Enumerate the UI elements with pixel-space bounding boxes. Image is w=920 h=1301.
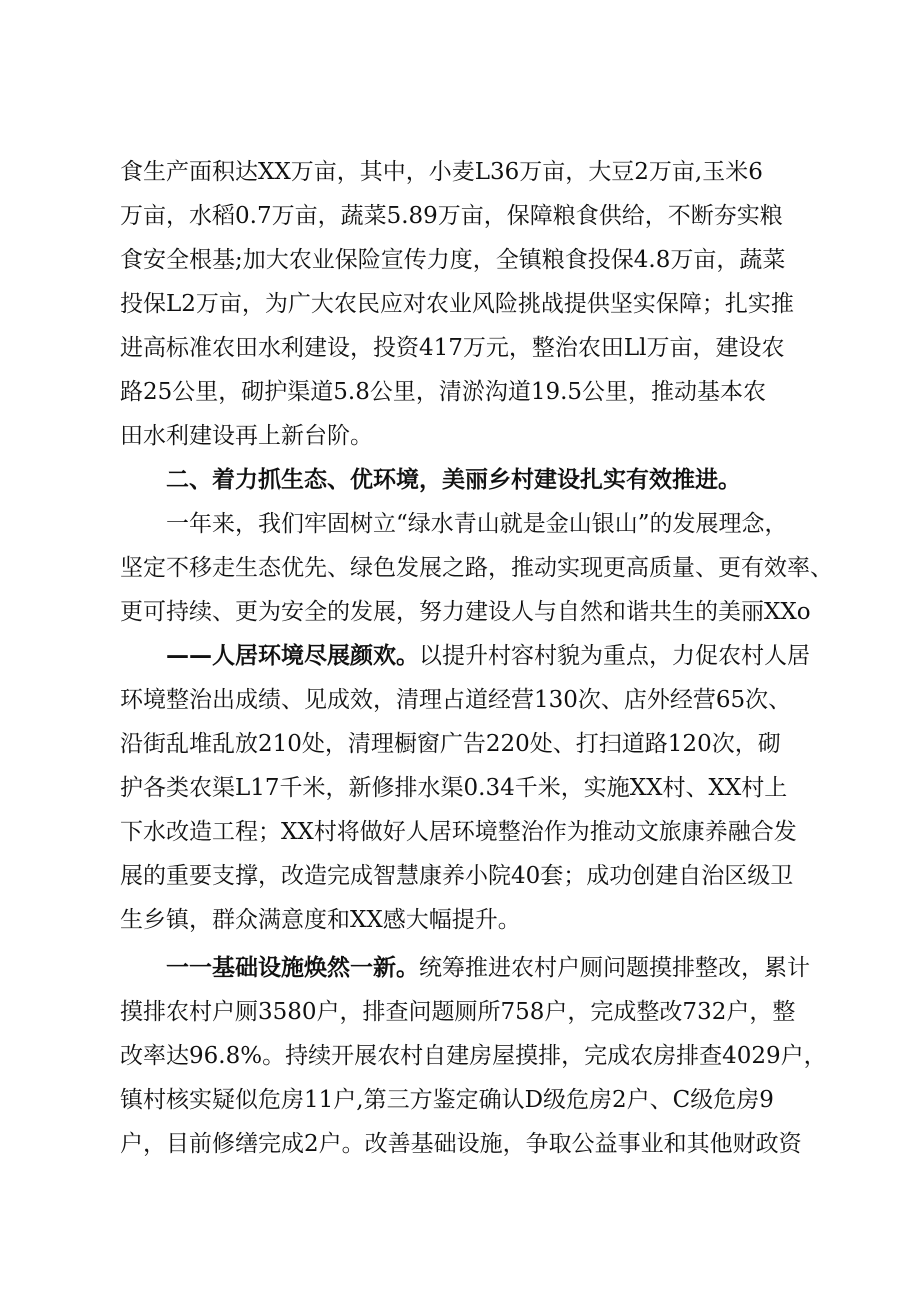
paragraph-4-line-4: 镇村核实疑似危房11户,第三方鉴定确认D级危房2户、C级危房9 — [120, 1087, 774, 1113]
paragraph-1-line-3: 食安全根基;加大农业保险宣传力度，全镇粮食投保4.8万亩，蔬菜 — [120, 247, 786, 273]
paragraph-3-line-1 — [166, 636, 820, 676]
paragraph-1-line-4: 投保L2万亩，为广大农民应对农业风险挑战提供坚实保障；扎实推 — [120, 291, 794, 317]
paragraph-3-line-1-rest: 以提升村容村貌为重点，力促农村人居 — [419, 643, 810, 669]
paragraph-2-line-1: 一年来，我们牢固树立“绿水青山就是金山银山”的发展理念， — [166, 511, 788, 537]
paragraph-4-line-5: 户，目前修缮完成2户。改善基础设施，争取公益事业和其他财政资 — [120, 1131, 802, 1157]
paragraph-2-line-2: 坚定不移走生态优先、绿色发展之路，推动实现更高质量、更有效率、 — [120, 555, 833, 581]
paragraph-1-line-5: 进高标准农田水利建设，投资417万元，整治农田Ll万亩，建设农 — [120, 335, 785, 361]
paragraph-3-line-5: 下水改造工程；XX村将做好人居环境整治作为推动文旅康养融合发 — [120, 819, 797, 845]
paragraph-4-line-2: 摸排农村户厕3580户，排查问题厕所758户，完成整改732户，整 — [120, 999, 796, 1025]
paragraph-3-line-3: 沿街乱堆乱放210处，清理橱窗广告220处、打扫道路120次，砌 — [120, 731, 781, 757]
paragraph-2-line-3: 更可持续、更为安全的发展，努力建设人与自然和谐共生的美丽XXo — [120, 599, 811, 625]
paragraph-4-line-1-rest: 统筹推进农村户厕问题摸排整改，累计 — [419, 955, 810, 981]
paragraph-3-line-4: 护各类农渠L17千米，新修排水渠0.34千米，实施XX村、XX村上 — [120, 775, 788, 801]
paragraph-1-line-6: 路25公里，砌护渠道5.8公里，清淤沟道19.5公里，推动基本农 — [120, 379, 767, 405]
paragraph-3-lead: ——人居环境尽展颜欢。 — [166, 643, 419, 669]
paragraph-3-line-6: 展的重要支撑，改造完成智慧康养小院40套；成功创建自治区级卫 — [120, 863, 794, 889]
paragraph-3-line-7: 生乡镇，群众满意度和XX感大幅提升。 — [120, 907, 521, 933]
paragraph-1-line-1: 食生产面积达XX万亩，其中，小麦L36万亩，大豆2万亩,玉米6 — [120, 159, 763, 185]
paragraph-4-lead: 一一基础设施焕然一新。 — [166, 955, 419, 981]
section-2-heading: 二、着力抓生态、优环境，美丽乡村建设扎实有效推进。 — [166, 467, 741, 493]
paragraph-4-line-3: 改率达96.8%。持续开展农村自建房屋摸排，完成农房排查4029户， — [120, 1043, 827, 1069]
paragraph-3-line-2: 环境整治出成绩、见成效，清理占道经营130次、店外经营65次、 — [120, 687, 792, 713]
paragraph-1-line-2: 万亩，水稻0.7万亩，蔬菜5.89万亩，保障粮食供给，不断夯实粮 — [120, 203, 783, 229]
paragraph-4-line-1 — [166, 948, 820, 988]
paragraph-1-line-7: 田水利建设再上新台阶。 — [120, 423, 373, 449]
